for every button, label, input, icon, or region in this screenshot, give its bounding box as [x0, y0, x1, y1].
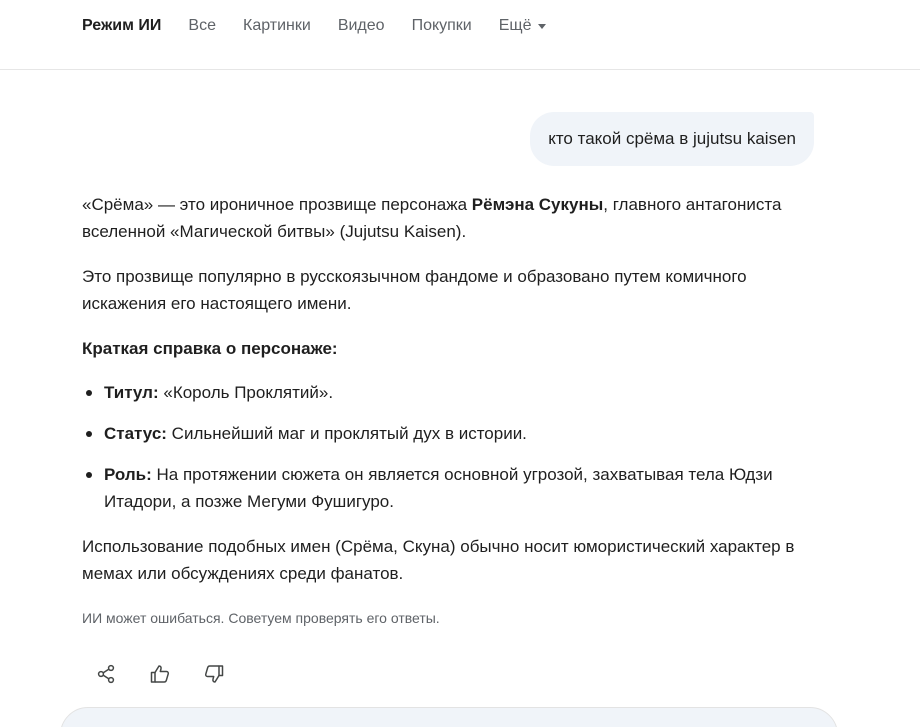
- list-item: [82, 379, 822, 406]
- tab-videos[interactable]: Видео: [337, 17, 385, 34]
- thumbs-down-icon: [203, 663, 225, 685]
- share-icon: [96, 664, 116, 684]
- list-item: [82, 420, 822, 447]
- list-item-text: Сильнейший маг и проклятый дух в истории.: [166, 424, 527, 443]
- answer-paragraph: Использование подобных имен (Срёма, Скуна) обычно носит юмористический характер в мемах или обсуждениях среди фанатов.: [82, 537, 795, 583]
- list-item-label: Титул:: [104, 383, 159, 402]
- list-item-text: «Король Проклятий».: [158, 383, 334, 402]
- thumbs-down-button[interactable]: [200, 660, 228, 688]
- ai-answer: [82, 191, 822, 605]
- tab-shopping[interactable]: Покупки: [411, 17, 472, 34]
- nav-tabs: [82, 16, 573, 36]
- list-item-text: На протяжении сюжета он является основной угрозой, захватывая тела Юдзи Итадори, а позже Мегуми Фушигуро.: [104, 465, 773, 511]
- tab-all[interactable]: Все: [188, 17, 216, 34]
- ai-disclaimer: ИИ может ошибаться. Советуем проверять его ответы.: [82, 610, 440, 626]
- thumbs-up-button[interactable]: [146, 660, 174, 688]
- user-query-text: кто такой срёма в jujutsu kaisen: [548, 129, 796, 148]
- caret-down-icon: [538, 24, 546, 29]
- feedback-actions: [92, 660, 254, 688]
- answer-text: «Срёма» — это ироничное прозвище персонажа: [82, 195, 472, 214]
- list-item-label: Статус:: [104, 424, 167, 443]
- top-navigation: [0, 0, 920, 70]
- list-item: [82, 461, 822, 515]
- share-button[interactable]: [92, 660, 120, 688]
- answer-paragraph: Это прозвище популярно в русскоязычном фандоме и образовано путем комичного искажения его настоящего имени.: [82, 267, 747, 313]
- answer-text: , главного антагониста вселенной «Магической битвы» (Jujutsu Kaisen).: [82, 195, 782, 241]
- thumbs-up-icon: [149, 663, 171, 685]
- tab-images[interactable]: Картинки: [243, 17, 311, 34]
- answer-subheading: Краткая справка о персонаже:: [82, 339, 338, 358]
- tab-more-label: Ещё: [498, 17, 532, 34]
- answer-paragraph: [82, 191, 822, 245]
- follow-up-input-bar[interactable]: [60, 707, 838, 727]
- list-item-label: Роль:: [104, 465, 152, 484]
- tab-ai-mode[interactable]: Режим ИИ: [82, 17, 162, 34]
- answer-bold-name: Рёмэна Сукуны: [471, 195, 604, 214]
- answer-list: [82, 379, 822, 515]
- tab-more[interactable]: [499, 16, 547, 36]
- user-query-bubble: [530, 112, 814, 166]
